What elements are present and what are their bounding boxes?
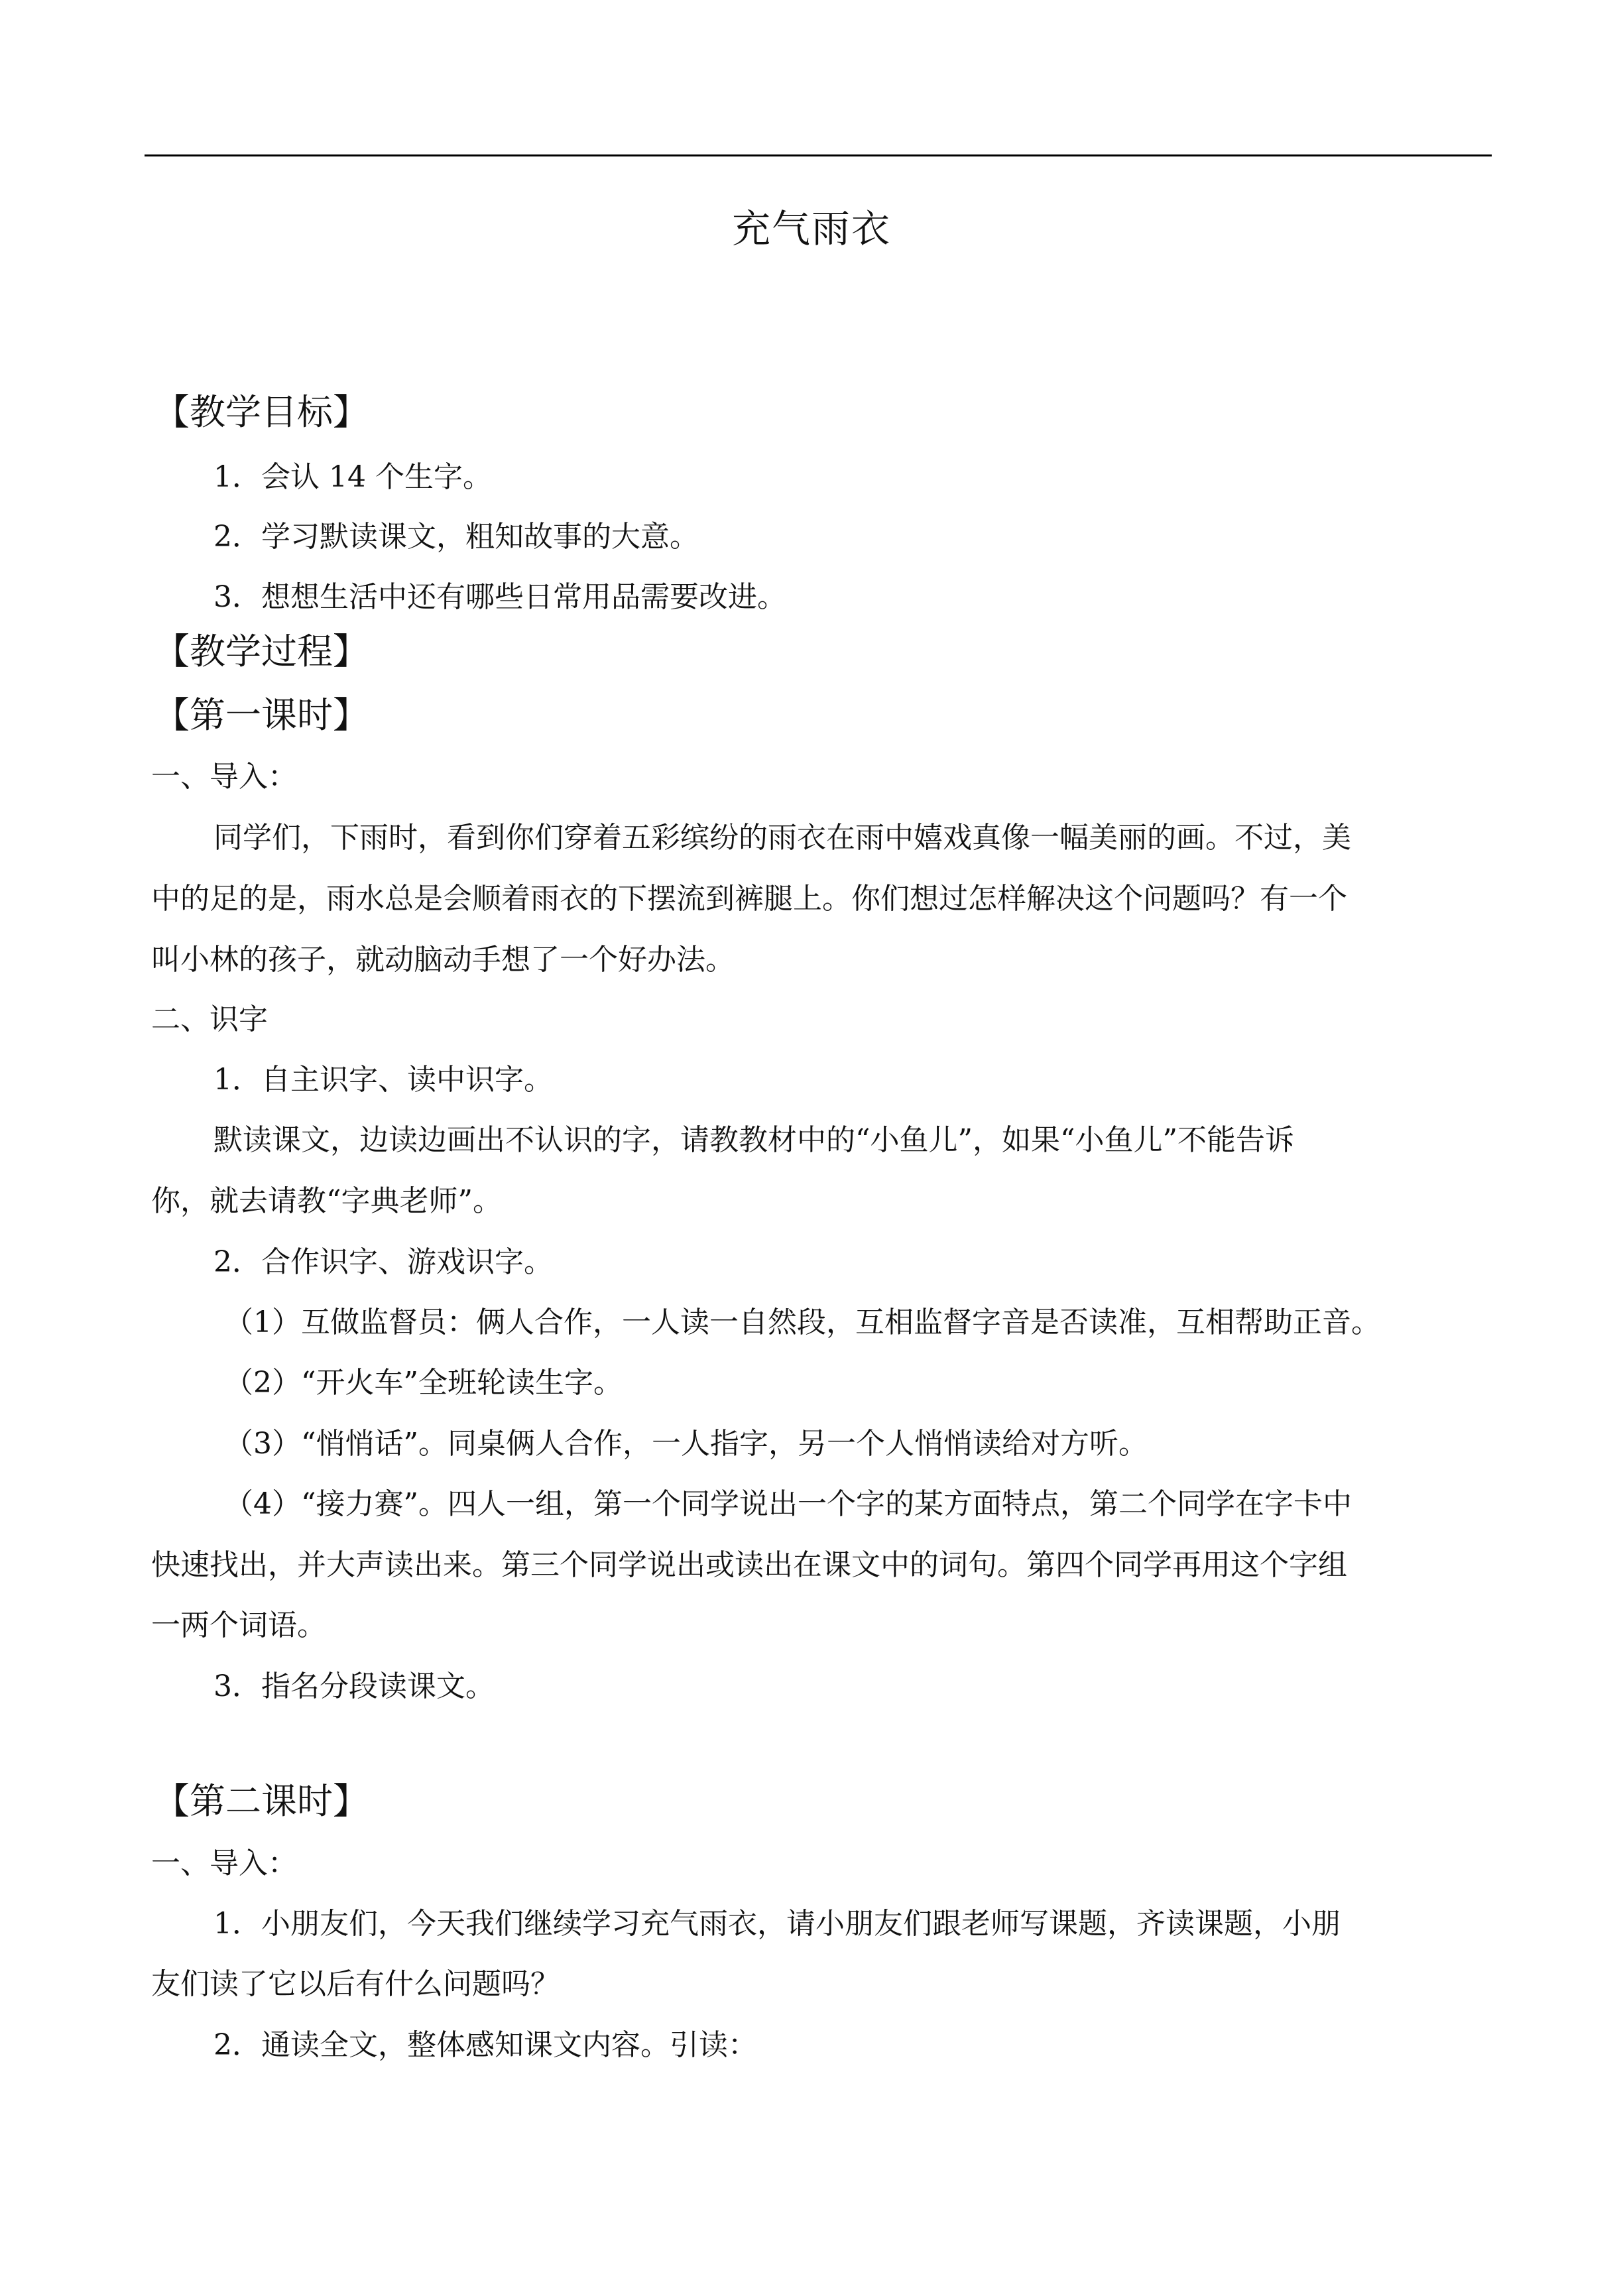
list-item: （4）“接力赛”。四人一组，第一个同学说出一个字的某方面特点，第二个同学在字卡中 [224, 1487, 1352, 1521]
list-item: （1）互做监督员：俩人合作，一人读一自然段，互相监督字音是否读准，互相帮助正音。 [224, 1305, 1380, 1339]
goal-item-1: 1．会认 14 个生字。 [213, 460, 492, 494]
paragraph-line: 叫小林的孩子，就动脑动手想了一个好办法。 [151, 943, 735, 977]
paragraph-line: 中的足的是，雨水总是会顺着雨衣的下摆流到裤腿上。你们想过怎样解决这个问题吗？有一个 [151, 882, 1347, 916]
list-item: 2．通读全文，整体感知课文内容。引读： [213, 2028, 757, 2062]
paragraph-line: 一两个词语。 [151, 1608, 326, 1642]
goal-item-2: 2．学习默读课文，粗知故事的大意。 [213, 520, 699, 554]
paragraph-line: 你，就去请教“字典老师”。 [151, 1184, 502, 1218]
paragraph-line: 快速找出，并大声读出来。第三个同学说出或读出在课文中的词句。第四个同学再用这个字组 [151, 1548, 1347, 1582]
paragraph-line: 友们读了它以后有什么问题吗？ [151, 1967, 560, 2001]
subheading-intro: 一、导入： [151, 1846, 297, 1880]
section-heading-second-lesson: 【第二课时】 [154, 1780, 369, 1822]
list-item: 2．合作识字、游戏识字。 [213, 1245, 553, 1279]
paragraph-line: 默读课文，边读边画出不认识的字，请教教材中的“小鱼儿”，如果“小鱼儿”不能告诉 [213, 1123, 1294, 1157]
subheading-intro: 一、导入： [151, 760, 297, 794]
list-item: （3）“悄悄话”。同桌俩人合作，一人指字，另一个人悄悄读给对方听。 [224, 1427, 1148, 1461]
section-heading-teaching-process: 【教学过程】 [154, 631, 369, 672]
section-heading-teaching-goals: 【教学目标】 [154, 391, 369, 433]
paragraph-line: 同学们，下雨时，看到你们穿着五彩缤纷的雨衣在雨中嬉戏真像一幅美丽的画。不过，美 [213, 821, 1351, 855]
page-title: 充气雨衣 [731, 206, 891, 251]
list-item: （2）“开火车”全班轮读生字。 [224, 1366, 623, 1400]
goal-item-3: 3．想想生活中还有哪些日常用品需要改进。 [213, 580, 786, 614]
section-heading-first-lesson: 【第一课时】 [154, 694, 369, 736]
list-item: 3．指名分段读课文。 [213, 1669, 495, 1703]
list-item: 1．自主识字、读中识字。 [213, 1063, 553, 1097]
subheading-literacy: 二、识字 [151, 1002, 268, 1036]
header-rule [145, 154, 1492, 156]
paragraph-line: 1．小朋友们，今天我们继续学习充气雨衣，请小朋友们跟老师写课题，齐读课题，小朋 [213, 1907, 1341, 1941]
